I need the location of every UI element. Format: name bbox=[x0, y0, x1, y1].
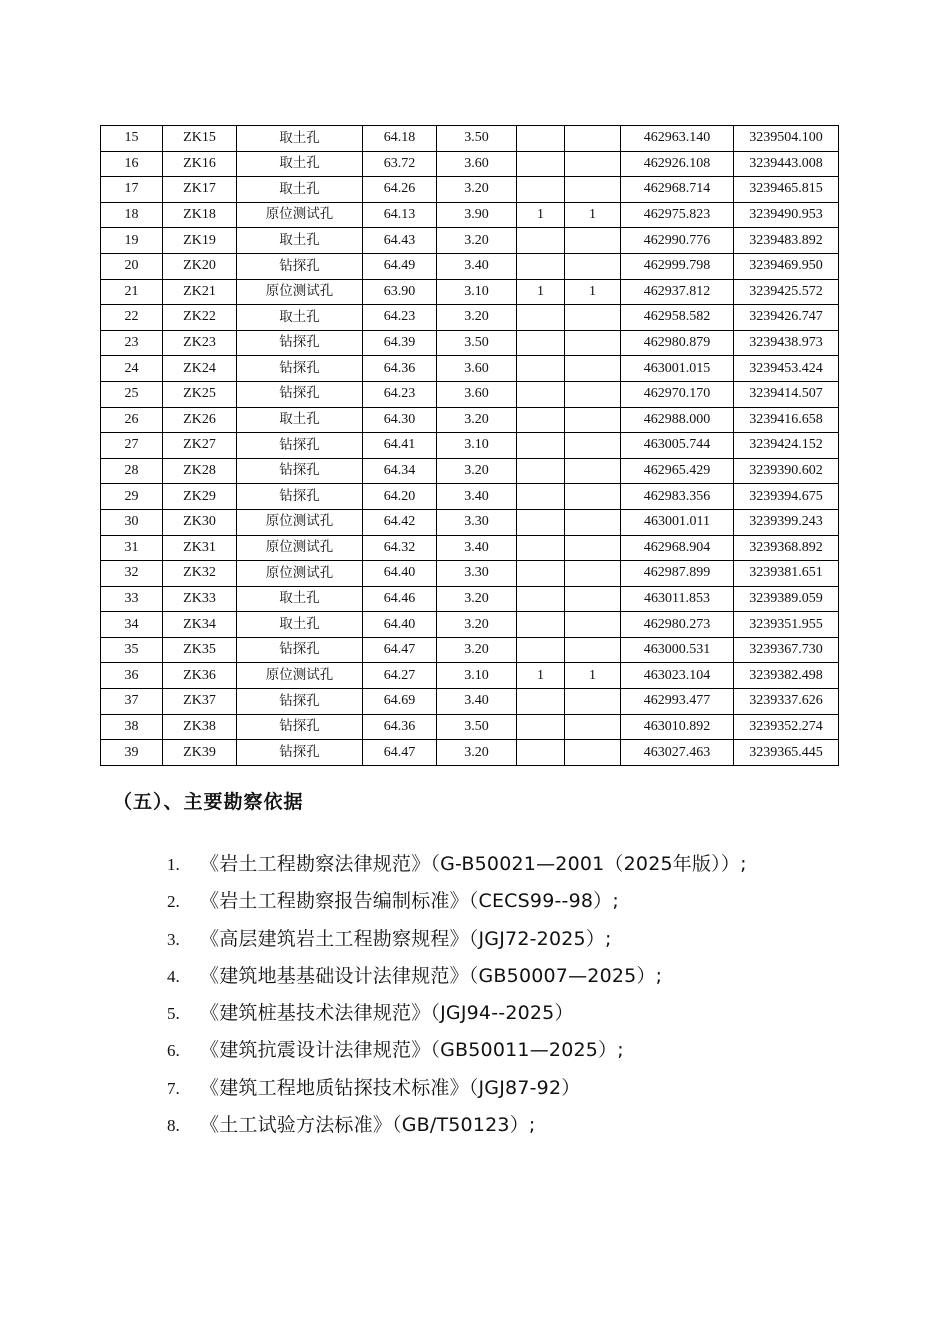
cell-depth: 3.50 bbox=[437, 714, 517, 740]
borehole-table bbox=[100, 125, 839, 766]
reference-text: 《岩土工程勘察法律规范》（G-B50021—2001（2025年版））; bbox=[200, 853, 747, 875]
cell-test-count-a bbox=[517, 253, 565, 279]
cell-seq-number: 24 bbox=[101, 356, 163, 382]
reference-text: 《岩土工程勘察报告编制标准》（CECS99--98）; bbox=[200, 890, 619, 913]
reference-number: 4. bbox=[167, 966, 180, 986]
cell-hole-id: ZK27 bbox=[163, 433, 237, 459]
cell-x-coordinate: 462990.776 bbox=[621, 228, 734, 254]
cell-test-count-a bbox=[517, 535, 565, 561]
table-row bbox=[101, 714, 839, 740]
cell-test-count-a bbox=[517, 356, 565, 382]
cell-x-coordinate: 462980.879 bbox=[621, 330, 734, 356]
cell-hole-id: ZK34 bbox=[163, 612, 237, 638]
cell-elevation: 63.90 bbox=[363, 279, 437, 305]
reference-text: 《建筑工程地质钻探技术标准》（JGJ87-92） bbox=[200, 1076, 581, 1099]
cell-depth: 3.40 bbox=[437, 253, 517, 279]
cell-test-count-b bbox=[565, 253, 621, 279]
cell-elevation: 64.49 bbox=[363, 253, 437, 279]
cell-seq-number: 38 bbox=[101, 714, 163, 740]
cell-test-count-b: 1 bbox=[565, 279, 621, 305]
cell-hole-id: ZK33 bbox=[163, 586, 237, 612]
cell-x-coordinate: 463000.531 bbox=[621, 637, 734, 663]
cell-hole-type: 原位测试孔 bbox=[237, 509, 363, 535]
cell-elevation: 63.72 bbox=[363, 151, 437, 177]
cell-y-coordinate: 3239465.815 bbox=[734, 177, 839, 203]
cell-depth: 3.30 bbox=[437, 509, 517, 535]
cell-hole-id: ZK16 bbox=[163, 151, 237, 177]
cell-elevation: 64.26 bbox=[363, 177, 437, 203]
cell-elevation: 64.34 bbox=[363, 458, 437, 484]
cell-seq-number: 37 bbox=[101, 689, 163, 715]
table-row bbox=[101, 151, 839, 177]
cell-hole-id: ZK38 bbox=[163, 714, 237, 740]
cell-test-count-b bbox=[565, 561, 621, 587]
reference-item bbox=[167, 997, 747, 1034]
cell-y-coordinate: 3239504.100 bbox=[734, 126, 839, 152]
cell-y-coordinate: 3239425.572 bbox=[734, 279, 839, 305]
cell-depth: 3.20 bbox=[437, 177, 517, 203]
reference-item bbox=[167, 885, 747, 922]
reference-text: 《土工试验方法标准》（GB/T50123）; bbox=[200, 1114, 536, 1137]
cell-elevation: 64.30 bbox=[363, 407, 437, 433]
table-row bbox=[101, 433, 839, 459]
cell-test-count-a bbox=[517, 714, 565, 740]
cell-elevation: 64.43 bbox=[363, 228, 437, 254]
cell-test-count-b bbox=[565, 612, 621, 638]
cell-hole-id: ZK39 bbox=[163, 740, 237, 766]
cell-test-count-b bbox=[565, 484, 621, 510]
cell-y-coordinate: 3239337.626 bbox=[734, 689, 839, 715]
cell-x-coordinate: 463001.015 bbox=[621, 356, 734, 382]
cell-elevation: 64.40 bbox=[363, 612, 437, 638]
cell-y-coordinate: 3239381.651 bbox=[734, 561, 839, 587]
cell-x-coordinate: 462983.356 bbox=[621, 484, 734, 510]
cell-y-coordinate: 3239426.747 bbox=[734, 305, 839, 331]
cell-test-count-a bbox=[517, 330, 565, 356]
cell-hole-type: 原位测试孔 bbox=[237, 663, 363, 689]
cell-x-coordinate: 462987.899 bbox=[621, 561, 734, 587]
cell-hole-type: 原位测试孔 bbox=[237, 279, 363, 305]
cell-y-coordinate: 3239389.059 bbox=[734, 586, 839, 612]
cell-hole-id: ZK24 bbox=[163, 356, 237, 382]
table-row bbox=[101, 253, 839, 279]
cell-elevation: 64.27 bbox=[363, 663, 437, 689]
cell-hole-type: 钻探孔 bbox=[237, 740, 363, 766]
cell-test-count-a bbox=[517, 177, 565, 203]
table-row bbox=[101, 330, 839, 356]
cell-elevation: 64.36 bbox=[363, 356, 437, 382]
cell-x-coordinate: 462965.429 bbox=[621, 458, 734, 484]
cell-depth: 3.10 bbox=[437, 279, 517, 305]
cell-seq-number: 34 bbox=[101, 612, 163, 638]
cell-hole-id: ZK21 bbox=[163, 279, 237, 305]
cell-hole-id: ZK17 bbox=[163, 177, 237, 203]
cell-test-count-a bbox=[517, 612, 565, 638]
cell-y-coordinate: 3239368.892 bbox=[734, 535, 839, 561]
reference-item bbox=[167, 1034, 747, 1071]
cell-hole-type: 钻探孔 bbox=[237, 253, 363, 279]
cell-depth: 3.20 bbox=[437, 740, 517, 766]
cell-test-count-b bbox=[565, 330, 621, 356]
cell-hole-type: 钻探孔 bbox=[237, 330, 363, 356]
table-row bbox=[101, 535, 839, 561]
cell-elevation: 64.32 bbox=[363, 535, 437, 561]
reference-text: 《建筑桩基技术法律规范》（JGJ94--2025） bbox=[200, 1002, 574, 1025]
cell-hole-id: ZK30 bbox=[163, 509, 237, 535]
cell-test-count-b bbox=[565, 126, 621, 152]
cell-hole-type: 取土孔 bbox=[237, 305, 363, 331]
cell-seq-number: 25 bbox=[101, 381, 163, 407]
cell-seq-number: 35 bbox=[101, 637, 163, 663]
cell-hole-type: 钻探孔 bbox=[237, 433, 363, 459]
cell-x-coordinate: 463010.892 bbox=[621, 714, 734, 740]
cell-x-coordinate: 462968.904 bbox=[621, 535, 734, 561]
borehole-table-body bbox=[101, 126, 839, 766]
cell-hole-id: ZK31 bbox=[163, 535, 237, 561]
cell-hole-id: ZK28 bbox=[163, 458, 237, 484]
reference-number: 5. bbox=[167, 1004, 180, 1024]
cell-test-count-b bbox=[565, 740, 621, 766]
cell-seq-number: 29 bbox=[101, 484, 163, 510]
cell-hole-id: ZK32 bbox=[163, 561, 237, 587]
cell-elevation: 64.42 bbox=[363, 509, 437, 535]
cell-test-count-b bbox=[565, 228, 621, 254]
table-row bbox=[101, 356, 839, 382]
cell-x-coordinate: 462980.273 bbox=[621, 612, 734, 638]
cell-hole-id: ZK15 bbox=[163, 126, 237, 152]
cell-test-count-a: 1 bbox=[517, 663, 565, 689]
cell-seq-number: 26 bbox=[101, 407, 163, 433]
cell-hole-id: ZK19 bbox=[163, 228, 237, 254]
cell-depth: 3.10 bbox=[437, 663, 517, 689]
table-row bbox=[101, 126, 839, 152]
cell-y-coordinate: 3239424.152 bbox=[734, 433, 839, 459]
cell-test-count-b bbox=[565, 381, 621, 407]
cell-test-count-a bbox=[517, 381, 565, 407]
cell-test-count-b bbox=[565, 637, 621, 663]
cell-test-count-b: 1 bbox=[565, 202, 621, 228]
cell-elevation: 64.23 bbox=[363, 381, 437, 407]
cell-test-count-a bbox=[517, 586, 565, 612]
table-row bbox=[101, 305, 839, 331]
cell-y-coordinate: 3239394.675 bbox=[734, 484, 839, 510]
cell-elevation: 64.23 bbox=[363, 305, 437, 331]
table-row bbox=[101, 484, 839, 510]
cell-seq-number: 17 bbox=[101, 177, 163, 203]
table-row bbox=[101, 689, 839, 715]
table-row bbox=[101, 279, 839, 305]
cell-test-count-a bbox=[517, 561, 565, 587]
cell-test-count-a bbox=[517, 228, 565, 254]
cell-test-count-a bbox=[517, 305, 565, 331]
cell-hole-type: 钻探孔 bbox=[237, 714, 363, 740]
cell-hole-id: ZK36 bbox=[163, 663, 237, 689]
cell-y-coordinate: 3239490.953 bbox=[734, 202, 839, 228]
cell-hole-type: 钻探孔 bbox=[237, 356, 363, 382]
reference-number: 8. bbox=[167, 1116, 180, 1136]
cell-hole-type: 取土孔 bbox=[237, 151, 363, 177]
cell-x-coordinate: 462937.812 bbox=[621, 279, 734, 305]
cell-seq-number: 27 bbox=[101, 433, 163, 459]
table-row bbox=[101, 381, 839, 407]
cell-test-count-b bbox=[565, 356, 621, 382]
cell-hole-type: 原位测试孔 bbox=[237, 535, 363, 561]
cell-depth: 3.20 bbox=[437, 407, 517, 433]
cell-test-count-a bbox=[517, 458, 565, 484]
cell-test-count-b bbox=[565, 714, 621, 740]
cell-x-coordinate: 462963.140 bbox=[621, 126, 734, 152]
cell-x-coordinate: 463011.853 bbox=[621, 586, 734, 612]
cell-depth: 3.20 bbox=[437, 305, 517, 331]
cell-depth: 3.30 bbox=[437, 561, 517, 587]
table-row bbox=[101, 509, 839, 535]
cell-hole-type: 取土孔 bbox=[237, 228, 363, 254]
cell-x-coordinate: 462975.823 bbox=[621, 202, 734, 228]
cell-depth: 3.20 bbox=[437, 228, 517, 254]
cell-hole-type: 取土孔 bbox=[237, 586, 363, 612]
cell-test-count-a bbox=[517, 637, 565, 663]
reference-list bbox=[167, 848, 747, 1146]
cell-seq-number: 22 bbox=[101, 305, 163, 331]
cell-test-count-a bbox=[517, 689, 565, 715]
table-row bbox=[101, 740, 839, 766]
cell-depth: 3.60 bbox=[437, 356, 517, 382]
cell-x-coordinate: 462993.477 bbox=[621, 689, 734, 715]
cell-hole-type: 原位测试孔 bbox=[237, 202, 363, 228]
cell-y-coordinate: 3239365.445 bbox=[734, 740, 839, 766]
reference-number: 2. bbox=[167, 892, 180, 912]
reference-item bbox=[167, 848, 747, 885]
cell-seq-number: 16 bbox=[101, 151, 163, 177]
cell-depth: 3.40 bbox=[437, 535, 517, 561]
cell-test-count-a bbox=[517, 740, 565, 766]
cell-depth: 3.40 bbox=[437, 689, 517, 715]
cell-test-count-a bbox=[517, 484, 565, 510]
cell-test-count-a bbox=[517, 407, 565, 433]
cell-y-coordinate: 3239483.892 bbox=[734, 228, 839, 254]
cell-y-coordinate: 3239469.950 bbox=[734, 253, 839, 279]
cell-y-coordinate: 3239382.498 bbox=[734, 663, 839, 689]
cell-elevation: 64.69 bbox=[363, 689, 437, 715]
cell-seq-number: 21 bbox=[101, 279, 163, 305]
reference-item bbox=[167, 1109, 747, 1146]
cell-x-coordinate: 463027.463 bbox=[621, 740, 734, 766]
table-row bbox=[101, 663, 839, 689]
cell-elevation: 64.47 bbox=[363, 740, 437, 766]
cell-elevation: 64.36 bbox=[363, 714, 437, 740]
cell-depth: 3.20 bbox=[437, 637, 517, 663]
cell-x-coordinate: 462958.582 bbox=[621, 305, 734, 331]
cell-hole-id: ZK18 bbox=[163, 202, 237, 228]
cell-y-coordinate: 3239367.730 bbox=[734, 637, 839, 663]
cell-seq-number: 28 bbox=[101, 458, 163, 484]
cell-hole-type: 取土孔 bbox=[237, 177, 363, 203]
table-row bbox=[101, 177, 839, 203]
cell-seq-number: 15 bbox=[101, 126, 163, 152]
cell-seq-number: 36 bbox=[101, 663, 163, 689]
reference-number: 3. bbox=[167, 929, 180, 949]
cell-depth: 3.90 bbox=[437, 202, 517, 228]
cell-seq-number: 20 bbox=[101, 253, 163, 279]
cell-hole-id: ZK25 bbox=[163, 381, 237, 407]
cell-depth: 3.20 bbox=[437, 458, 517, 484]
cell-elevation: 64.40 bbox=[363, 561, 437, 587]
cell-seq-number: 39 bbox=[101, 740, 163, 766]
cell-y-coordinate: 3239399.243 bbox=[734, 509, 839, 535]
table-row bbox=[101, 407, 839, 433]
cell-test-count-b bbox=[565, 177, 621, 203]
cell-hole-id: ZK29 bbox=[163, 484, 237, 510]
cell-x-coordinate: 462970.170 bbox=[621, 381, 734, 407]
table-row bbox=[101, 202, 839, 228]
cell-test-count-b bbox=[565, 689, 621, 715]
cell-elevation: 64.46 bbox=[363, 586, 437, 612]
cell-hole-type: 钻探孔 bbox=[237, 689, 363, 715]
cell-x-coordinate: 462999.798 bbox=[621, 253, 734, 279]
cell-elevation: 64.41 bbox=[363, 433, 437, 459]
cell-hole-type: 取土孔 bbox=[237, 612, 363, 638]
cell-elevation: 64.18 bbox=[363, 126, 437, 152]
cell-y-coordinate: 3239416.658 bbox=[734, 407, 839, 433]
reference-item bbox=[167, 923, 747, 960]
cell-test-count-a bbox=[517, 151, 565, 177]
cell-hole-id: ZK23 bbox=[163, 330, 237, 356]
cell-test-count-b bbox=[565, 433, 621, 459]
cell-y-coordinate: 3239453.424 bbox=[734, 356, 839, 382]
cell-seq-number: 18 bbox=[101, 202, 163, 228]
cell-elevation: 64.13 bbox=[363, 202, 437, 228]
cell-depth: 3.40 bbox=[437, 484, 517, 510]
table-row bbox=[101, 637, 839, 663]
cell-hole-type: 取土孔 bbox=[237, 407, 363, 433]
cell-seq-number: 23 bbox=[101, 330, 163, 356]
cell-hole-id: ZK22 bbox=[163, 305, 237, 331]
cell-depth: 3.20 bbox=[437, 612, 517, 638]
cell-test-count-b: 1 bbox=[565, 663, 621, 689]
cell-test-count-a bbox=[517, 509, 565, 535]
cell-elevation: 64.47 bbox=[363, 637, 437, 663]
reference-number: 6. bbox=[167, 1041, 180, 1061]
cell-seq-number: 32 bbox=[101, 561, 163, 587]
cell-depth: 3.50 bbox=[437, 330, 517, 356]
cell-test-count-a: 1 bbox=[517, 202, 565, 228]
cell-x-coordinate: 463023.104 bbox=[621, 663, 734, 689]
cell-y-coordinate: 3239352.274 bbox=[734, 714, 839, 740]
cell-x-coordinate: 462988.000 bbox=[621, 407, 734, 433]
cell-depth: 3.50 bbox=[437, 126, 517, 152]
reference-item bbox=[167, 960, 747, 997]
cell-test-count-b bbox=[565, 509, 621, 535]
cell-depth: 3.60 bbox=[437, 381, 517, 407]
cell-hole-id: ZK35 bbox=[163, 637, 237, 663]
cell-test-count-a bbox=[517, 126, 565, 152]
reference-number: 1. bbox=[167, 855, 180, 874]
cell-test-count-a bbox=[517, 433, 565, 459]
table-row bbox=[101, 458, 839, 484]
cell-test-count-a: 1 bbox=[517, 279, 565, 305]
cell-hole-type: 钻探孔 bbox=[237, 484, 363, 510]
cell-test-count-b bbox=[565, 458, 621, 484]
cell-y-coordinate: 3239414.507 bbox=[734, 381, 839, 407]
reference-text: 《建筑抗震设计法律规范》（GB50011—2025）; bbox=[200, 1039, 624, 1062]
cell-test-count-b bbox=[565, 151, 621, 177]
table-row bbox=[101, 561, 839, 587]
reference-number: 7. bbox=[167, 1078, 180, 1098]
cell-test-count-b bbox=[565, 586, 621, 612]
cell-hole-type: 钻探孔 bbox=[237, 381, 363, 407]
cell-depth: 3.10 bbox=[437, 433, 517, 459]
cell-x-coordinate: 462926.108 bbox=[621, 151, 734, 177]
cell-y-coordinate: 3239443.008 bbox=[734, 151, 839, 177]
table-row bbox=[101, 586, 839, 612]
cell-seq-number: 33 bbox=[101, 586, 163, 612]
table-row bbox=[101, 228, 839, 254]
table-row bbox=[101, 612, 839, 638]
cell-x-coordinate: 463001.011 bbox=[621, 509, 734, 535]
cell-hole-type: 钻探孔 bbox=[237, 637, 363, 663]
reference-item bbox=[167, 1072, 747, 1109]
cell-hole-id: ZK37 bbox=[163, 689, 237, 715]
cell-hole-id: ZK26 bbox=[163, 407, 237, 433]
cell-depth: 3.20 bbox=[437, 586, 517, 612]
cell-hole-id: ZK20 bbox=[163, 253, 237, 279]
cell-seq-number: 19 bbox=[101, 228, 163, 254]
reference-text: 《建筑地基基础设计法律规范》（GB50007—2025）; bbox=[200, 964, 663, 987]
cell-elevation: 64.20 bbox=[363, 484, 437, 510]
cell-test-count-b bbox=[565, 305, 621, 331]
cell-elevation: 64.39 bbox=[363, 330, 437, 356]
cell-x-coordinate: 462968.714 bbox=[621, 177, 734, 203]
cell-y-coordinate: 3239390.602 bbox=[734, 458, 839, 484]
cell-depth: 3.60 bbox=[437, 151, 517, 177]
cell-hole-type: 取土孔 bbox=[237, 126, 363, 152]
cell-hole-type: 钻探孔 bbox=[237, 458, 363, 484]
cell-hole-type: 原位测试孔 bbox=[237, 561, 363, 587]
cell-test-count-b bbox=[565, 407, 621, 433]
reference-text: 《高层建筑岩土工程勘察规程》（JGJ72-2025）; bbox=[200, 927, 612, 950]
cell-y-coordinate: 3239438.973 bbox=[734, 330, 839, 356]
cell-x-coordinate: 463005.744 bbox=[621, 433, 734, 459]
cell-y-coordinate: 3239351.955 bbox=[734, 612, 839, 638]
cell-seq-number: 30 bbox=[101, 509, 163, 535]
cell-seq-number: 31 bbox=[101, 535, 163, 561]
cell-test-count-b bbox=[565, 535, 621, 561]
section-title: （五）、主要勘察依据 bbox=[113, 791, 304, 813]
